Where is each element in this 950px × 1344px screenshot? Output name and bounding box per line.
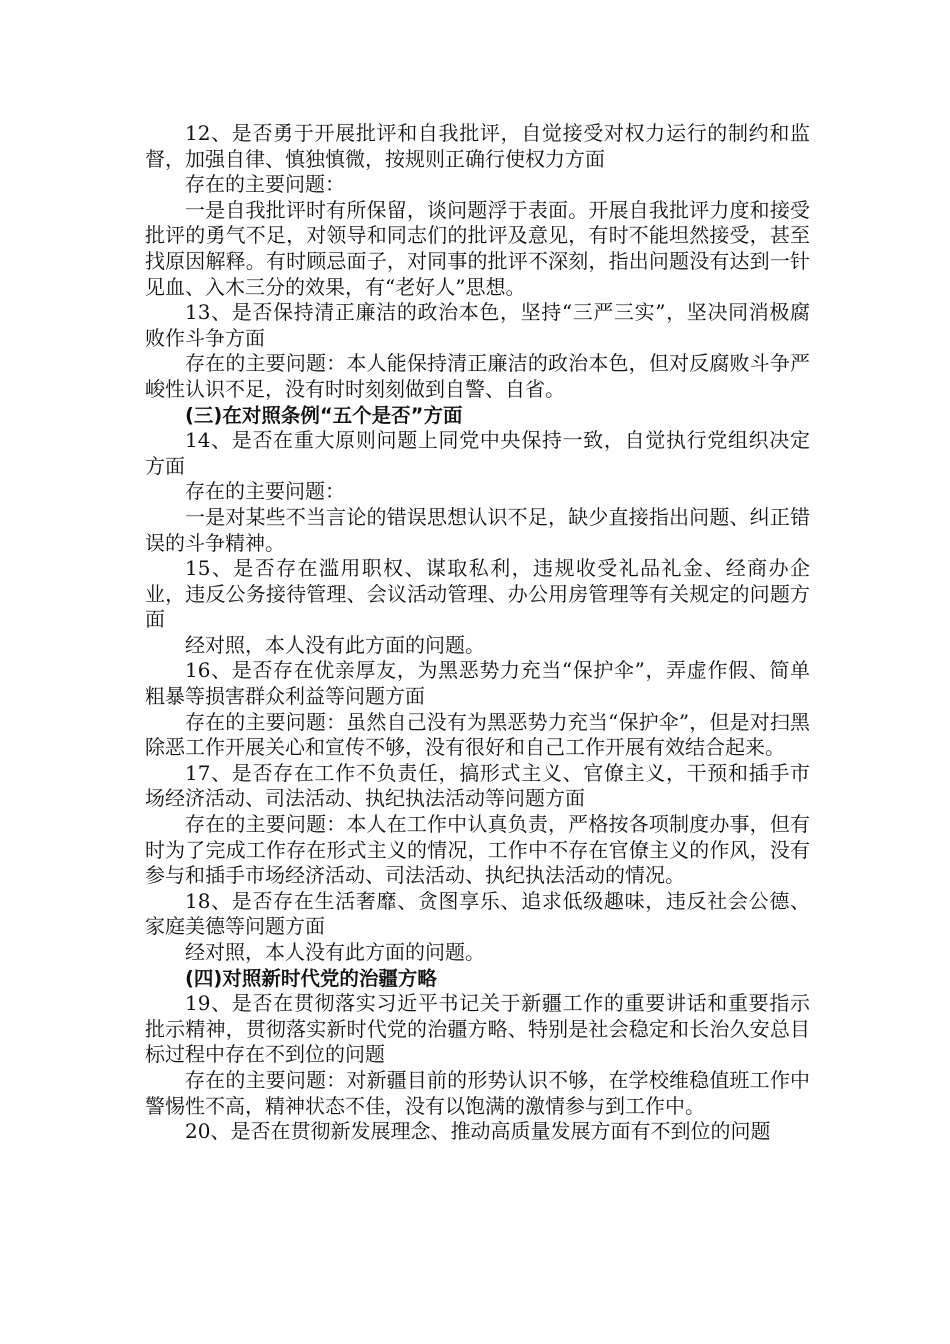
problem-paragraph: 存在的主要问题：虽然自己没有为黑恶势力充当“保护伞”，但是对扫黑除恶工作开展关心和宣传不够，没有很好和自己工作开展有效结合起来。	[145, 709, 810, 760]
problem-paragraph: 存在的主要问题：本人在工作中认真负责，严格按各项制度办事，但有时为了完成工作存在形式主义的情况，工作中不存在官僚主义的作风，没有参与和插手市场经济活动、司法活动、执纪执法活动的情况。	[145, 812, 810, 888]
paragraph-item-16: 16、是否存在优亲厚友，为黑恶势力充当“保护伞”，弄虚作假、简单粗暴等损害群众利益等问题方面	[145, 658, 810, 709]
paragraph-item-17: 17、是否存在工作不负责任，搞形式主义、官僚主义，干预和插手市场经济活动、司法活动、执纪执法活动等问题方面	[145, 760, 810, 811]
paragraph-item-13: 13、是否保持清正廉洁的政治本色，坚持“三严三实”，坚决同消极腐败作斗争方面	[145, 300, 810, 350]
problems-label: 存在的主要问题：	[185, 172, 345, 197]
section-heading-4: (四)对照新时代党的治疆方略	[185, 966, 437, 990]
paragraph-item-15: 15、是否存在滥用职权、谋取私利，违规收受礼品礼金、经商办企业，违反公务接待管理、会议活动管理、办公用房管理等有关规定的问题方面	[145, 556, 810, 632]
conclusion-paragraph: 经对照，本人没有此方面的问题。	[185, 940, 485, 964]
section-heading-3: (三)在对照条例“五个是否”方面	[185, 403, 463, 427]
problem-paragraph: 一是对某些不当言论的错误思想认识不足，缺少直接指出问题、纠正错误的斗争精神。	[145, 504, 810, 555]
paragraph-item-12: 12、是否勇于开展批评和自我批评，自觉接受对权力运行的制约和监督，加强自律、慎独慎微，按规则正确行使权力方面	[145, 121, 810, 171]
problem-paragraph: 一是自我批评时有所保留，谈问题浮于表面。开展自我批评力度和接受批评的勇气不足，对领导和同志们的批评及意见，有时不能坦然接受，甚至找原因解释。有时顾忌面子，对同事的批评不深刻，指出问题没有达到一针见血、入木三分的效果，有“老好人”思想。	[145, 197, 810, 299]
paragraph-item-18: 18、是否存在生活奢靡、贪图享乐、追求低级趣味，违反社会公德、家庭美德等问题方面	[145, 888, 810, 939]
document-page	[145, 121, 810, 1145]
problem-paragraph: 存在的主要问题：对新疆目前的形势认识不够，在学校维稳值班工作中警惕性不高，精神状态不佳，没有以饱满的激情参与到工作中。	[145, 1067, 810, 1118]
paragraph-item-19: 19、是否在贯彻落实习近平书记关于新疆工作的重要讲话和重要指示批示精神，贯彻落实新时代党的治疆方略、特别是社会稳定和长治久安总目标过程中存在不到位的问题	[145, 991, 810, 1067]
paragraph-item-14: 14、是否在重大原则问题上同党中央保持一致，自觉执行党组织决定方面	[145, 428, 810, 478]
problem-paragraph: 存在的主要问题：本人能保持清正廉洁的政治本色，但对反腐败斗争严峻性认识不足，没有时时刻刻做到自警、自省。	[145, 351, 810, 401]
conclusion-paragraph: 经对照，本人没有此方面的问题。	[185, 632, 485, 657]
paragraph-item-20: 20、是否在贯彻新发展理念、推动高质量发展方面有不到位的问题	[185, 1119, 771, 1144]
problems-label: 存在的主要问题：	[185, 479, 345, 504]
